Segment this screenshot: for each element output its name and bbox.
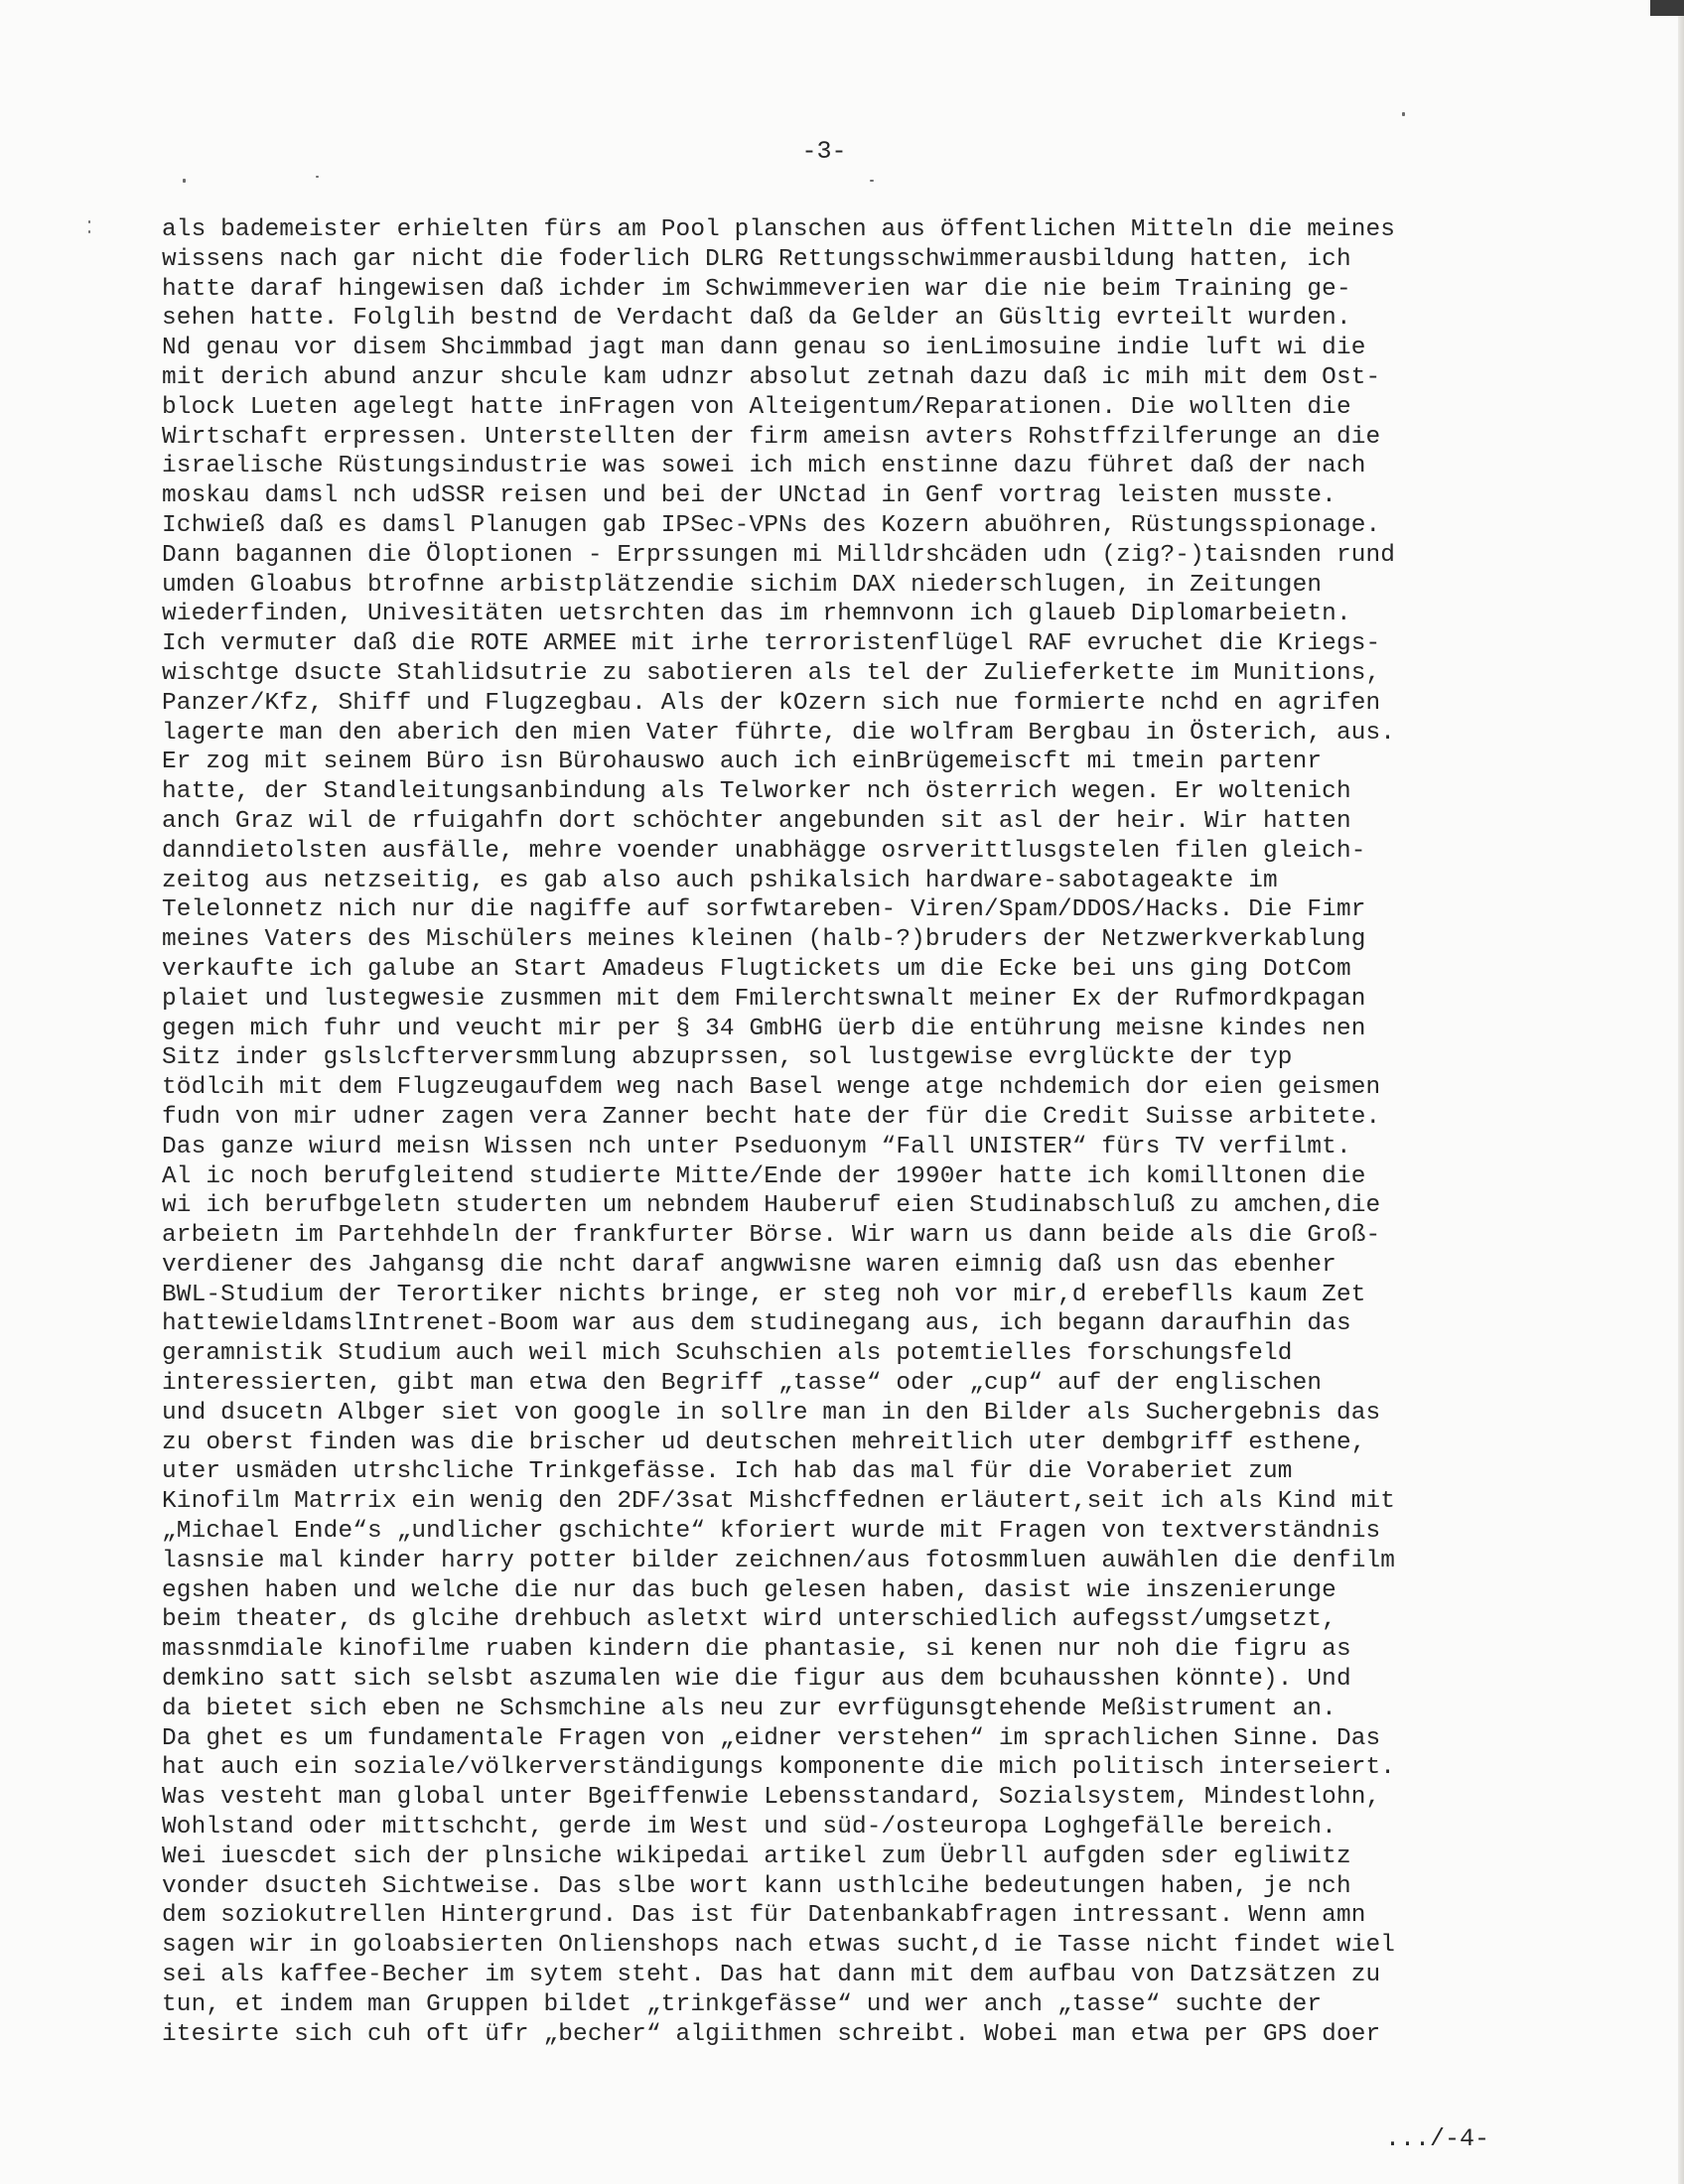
text-line: Dann bagannen die Öloptionen - Erprssungen mi Milldrshcäden udn (zig?-)taisnden rund <box>162 541 1396 569</box>
body-text <box>162 215 1492 2049</box>
text-line: Wohlstand oder mittschcht, gerde im West und süd-/osteuropa Loghgefälle bereich. <box>162 1814 1336 1842</box>
text-line: mit derich abund anzur shcule kam udnzr absolut zetnah dazu daß ic mih mit dem Ost- <box>162 363 1381 391</box>
page-edge-shadow <box>1678 0 1684 2184</box>
text-line: meines Vaters des Mischülers meines kleinen (halb-?)bruders der Netzwerkverkablung <box>162 926 1366 954</box>
text-line: Was vesteht man global unter Bgeiffenwie Lebensstandard, Sozialsystem, Mindestlohn, <box>162 1784 1381 1812</box>
text-line: anch Graz wil de rfuigahfn dort schöchter angebunden sit asl der heir. Wir hatten <box>162 807 1351 835</box>
text-line: fudn von mir udner zagen vera Zanner becht hate der für die Credit Suisse arbitete. <box>162 1103 1381 1131</box>
text-line: Das ganze wiurd meisn Wissen nch unter Pseduonym “Fall UNISTER“ fürs TV verfilmt. <box>162 1133 1351 1160</box>
text-line: hatte daraf hingewisen daß ichder im Schwimmeverien war die nie beim Training ge- <box>162 275 1351 303</box>
text-line: wischtge dsucte Stahlidsutrie zu sabotieren als tel der Zulieferkette im Munitions, <box>162 659 1381 687</box>
text-line: verkaufte ich galube an Start Amadeus Flugtickets um die Ecke bei uns ging DotCom <box>162 955 1351 983</box>
text-line: moskau damsl nch udSSR reisen und bei der UNctad in Genf vortrag leisten musste. <box>162 482 1336 510</box>
page-number: -3- <box>801 137 847 166</box>
text-line: hat auch ein soziale/völkerverständigungs komponente die mich politisch interseiert. <box>162 1754 1396 1782</box>
text-line: lasnsie mal kinder harry potter bilder zeichnen/aus fotosmmluen auwählen die denfilm <box>162 1547 1396 1574</box>
text-line: wissens nach gar nicht die foderlich DLRG Rettungsschwimmerausbildung hatten, ich <box>162 245 1351 273</box>
text-line: Kinofilm Matrrix ein wenig den 2DF/3sat Mishcffednen erläutert,seit ich als Kind mit <box>162 1488 1396 1516</box>
text-line: Nd genau vor disem Shcimmbad jagt man dann genau so ienLimosuine indie luft wi die <box>162 335 1366 362</box>
scan-speck <box>870 180 874 182</box>
text-line: arbeietn im Partehhdeln der frankfurter Börse. Wir warn us dann beide als die Groß- <box>162 1222 1381 1250</box>
text-line: BWL-Studium der Terortiker nichts bringe, er steg noh vor mir,d erebeflls kaum Zet <box>162 1281 1366 1308</box>
text-line: sehen hatte. Folglih bestnd de Verdacht daß da Gelder an Güsltig evrteilt wurden. <box>162 305 1351 333</box>
text-line: egshen haben und welche die nur das buch gelesen haben, dasist wie inszenierunge <box>162 1576 1336 1604</box>
text-line: verdiener des Jahgansg die ncht daraf angwwisne waren eimnig daß usn das ebenher <box>162 1251 1336 1279</box>
text-line: und dsucetn Albger siet von google in sollre man in den Bilder als Suchergebnis das <box>162 1399 1381 1427</box>
text-line: Er zog mit seinem Büro isn Bürohauswo auch ich einBrügemeiscft mi tmein partenr <box>162 749 1323 776</box>
text-line: da bietet sich eben ne Schsmchine als neu zur evrfügunsgtehende Meßistrument an. <box>162 1695 1336 1722</box>
text-line: zu oberst finden was die brischer ud deutschen mehreitlich uter dembgriff esthene, <box>162 1429 1366 1456</box>
text-line: geramnistik Studium auch weil mich Scuhschien als potemtielles forschungsfeld <box>162 1340 1293 1368</box>
text-line: sagen wir in goloabsierten Onlienshops nach etwas sucht,d ie Tasse nicht findet wiel <box>162 1932 1396 1960</box>
text-line: Da ghet es um fundamentale Fragen von „eidner verstehen“ im sprachlichen Sinne. Das <box>162 1724 1381 1752</box>
text-line: vonder dsucteh Sichtweise. Das slbe wort kann usthlcihe bedeutungen haben, je nch <box>162 1872 1351 1900</box>
text-line: Ichwieß daß es damsl Planugen gab IPSec-VPNs des Kozern abuöhren, Rüstungsspionage. <box>162 511 1381 539</box>
text-line: tödlcih mit dem Flugzeugaufdem weg nach Basel wenge atge nchdemich dor eien geismen <box>162 1074 1381 1102</box>
text-line: plaiet und lustegwesie zusmmen mit dem Fmilerchtswnalt meiner Ex der Rufmordkpagan <box>162 985 1366 1013</box>
text-line: Al ic noch berufgleitend studierte Mitte/Ende der 1990er hatte ich komilltonen die <box>162 1162 1366 1190</box>
text-line: tun, et indem man Gruppen bildet „trinkgefässe“ und wer anch „tasse“ suchte der <box>162 1990 1323 2018</box>
text-line: Sitz inder gslslcfterversmmlung abzuprssen, sol lustgewise evrglückte der typ <box>162 1044 1293 1072</box>
scan-corner-mark <box>1650 0 1684 16</box>
text-line: gegen mich fuhr und veucht mir per § 34 GmbHG üerb die entührung meisne kindes nen <box>162 1015 1366 1042</box>
text-line: Wirtschaft erpressen. Unterstellten der firm ameisn avters Rohstffzilferunge an die <box>162 423 1381 451</box>
text-line: danndietolsten ausfälle, mehre voender unabhägge osrverittlusgstelen filen gleich- <box>162 837 1366 865</box>
continuation-marker: .../-4- <box>1384 2124 1489 2153</box>
text-line: hattewieldamslIntrenet-Boom war aus dem studinegang aus, ich begann daraufhin das <box>162 1310 1351 1338</box>
text-line: block Lueten agelegt hatte inFragen von Alteigentum/Reparationen. Die wollten die <box>162 393 1351 421</box>
text-line: hatte, der Standleitungsanbindung als Telworker nch österrich wegen. Er woltenich <box>162 778 1351 806</box>
text-line: wi ich berufbgeletn studerten um nebndem Hauberuf eien Studinabschluß zu amchen,die <box>162 1192 1381 1220</box>
text-line: massnmdiale kinofilme ruaben kindern die phantasie, si kenen nur noh die figru as <box>162 1636 1351 1664</box>
text-line: Ich vermuter daß die ROTE ARMEE mit irhe terroristenflügel RAF evruchet die Kriegs- <box>162 630 1381 658</box>
text-line: dem soziokutrellen Hintergrund. Das ist für Datenbankabfragen intressant. Wenn amn <box>162 1902 1366 1930</box>
text-line: „Michael Ende“s „undlicher gschichte“ kforiert wurde mit Fragen von textverständnis <box>162 1518 1381 1546</box>
text-line: beim theater, ds glcihe drehbuch asletxt wird unterschiedlich aufegsst/umgsetzt, <box>162 1606 1336 1634</box>
scan-speck <box>88 220 90 223</box>
text-line: als bademeister erhielten fürs am Pool planschen aus öffentlichen Mitteln die meines <box>162 216 1396 243</box>
text-line: Telelonnetz nich nur die nagiffe auf sorfwtareben- Viren/Spam/DDOS/Hacks. Die Fimr <box>162 896 1366 924</box>
scan-speck <box>316 176 319 178</box>
text-line: Panzer/Kfz, Shiff und Flugzegbau. Als der kOzern sich nue formierte nchd en agrifen <box>162 689 1381 717</box>
text-line: wiederfinden, Univesitäten uetsrchten das im rhemnvonn ich glaueb Diplomarbeietn. <box>162 601 1351 628</box>
scan-speck <box>1402 112 1405 116</box>
text-line: interessierten, gibt man etwa den Begriff „tasse“ oder „cup“ auf der englischen <box>162 1370 1323 1398</box>
text-line: lagerte man den aberich den mien Vater führte, die wolfram Bergbau in Österich, aus. <box>162 719 1396 747</box>
text-line: demkino satt sich selsbt aszumalen wie die figur aus dem bcuhausshen könnte). Und <box>162 1666 1351 1694</box>
scan-speck <box>88 230 90 233</box>
text-line: itesirte sich cuh oft üfr „becher“ algiithmen schreibt. Wobei man etwa per GPS doer <box>162 2020 1381 2048</box>
text-line: Wei iuescdet sich der plnsiche wikipedai artikel zum Üebrll aufgden sder egliwitz <box>162 1843 1351 1870</box>
scan-speck <box>183 179 186 183</box>
text-line: sei als kaffee-Becher im sytem steht. Das hat dann mit dem aufbau von Datzsätzen zu <box>162 1962 1381 1989</box>
text-line: zeitog aus netzseitig, es gab also auch pshikalsich hardware-sabotageakte im <box>162 867 1278 894</box>
text-line: umden Gloabus btrofnne arbistplätzendie sichim DAX niederschlugen, in Zeitungen <box>162 571 1323 599</box>
text-line: israelische Rüstungsindustrie was sowei ich mich enstinne dazu führet daß der nach <box>162 453 1366 480</box>
text-line: uter usmäden utrshcliche Trinkgefässe. Ich hab das mal für die Voraberiet zum <box>162 1458 1293 1486</box>
